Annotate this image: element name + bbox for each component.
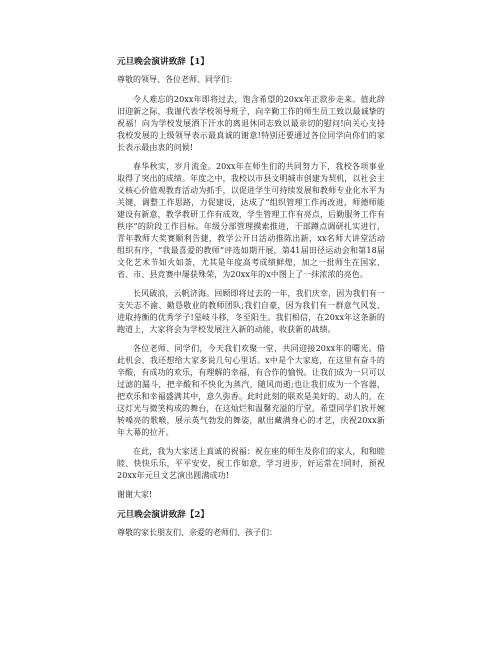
- paragraph-4: 各位老师、同学们，今天我们欢聚一堂，共同迎接20xx年的曙光。借此机会，我还想给大家多说几句心里话。x中是个大家庭，在这里有奋斗的辛酸，有成功的欢乐，有理解的幸福，有合作的愉悦。让我们成为一只可以过滤的漏斗，把辛酸和不快化为蒸汽，随风而逝;也让我们成为一个容器，把欢乐和幸福盛满其中，意久弥香。此时此刻的联欢是美好的、动人的，在这灯光与微笑构成的舞台，在这灿烂和温馨充溢的厅堂，希望同学们放开婉转嗓亮的歌喉，展示英气勃发的舞姿，献出藏满身心的才艺，庆祝20xx新年大幕的拉开。: [117, 344, 385, 437]
- paragraph-2: 春华秋实，岁月流金。20xx年在师生们的共同努力下，我校各项事业取得了突出的成绩。年度之中，我校以市县文明城市创建为契机，以社会主义核心价值观教育活动为抓手，以促进学生可持续发展和教师专业化水平为关键，调整工作思路，力促建设，达成了“组织管理工作再改进，师德师能建设有新意，教学教研工作有成效，学生管理工作有亮点，后勤服务工作有秩序”的阶段工作目标。年级分部管理摸索推进，干部蹲点调研扎实进行，青年教师大奖赛顺利告捷，教学公开日活动推陈出新，xx名师大讲堂活动组织有序，“我最喜爱的教师”评选如期开展，第41届田径运动会和第18届文化艺术节如火如荼，尤其是年度高考成绩鲜煌，加之一批师生在国家、省、市、县竞赛中屡获殊荣，为20xx年的x中图上了一抹浓浓的亮色。: [117, 162, 385, 279]
- paragraph-1: 令人难忘的20xx年即将过去，饱含希望的20xx年正款步走来。值此辞旧迎新之际，我谨代表学校领导班子，向辛勤工作的师生员工致以最诚挚的祝福！向为学校发展洒下汗水的离退休同志致以最亲切的慰问!向关心支持我校发展的上级领导表示最真诚的谢意!特别还要通过各位同学向你们的家长表示最由衷的问候!: [117, 95, 385, 152]
- thanks-line: 谢谢大家!: [117, 490, 153, 499]
- section-1-title: 元旦晚会演讲致辞【1】: [117, 57, 209, 67]
- paragraph-5: 在此，我为大家送上真诚的祝福：祝在座的师生及你们的家人，和和睦睦、快快乐乐，平平安安，祝工作如意，学习进步，好运常在!同时，预祝20xx年元旦文艺演出圆满成功!: [117, 447, 385, 480]
- section-2-greeting: 尊敬的家长朋友们、亲爱的老师们、孩子们：: [117, 528, 277, 537]
- paragraph-3: 长风破浪，云帆济海。回顾即将过去的一年，我们庆幸，因为我们有一支矢志不渝、勤恳敬业的教师团队;我们自豪，因为我们有一群意气风发、进取持衡的优秀学子!星岐斗移，冬至阳生。我们相信，在20xx年这条新的跑道上，大家将会为学校发展注入新的动能，收获新的战绩。: [117, 289, 385, 334]
- section-1-greeting: 尊敬的领导、各位老师、同学们：: [117, 75, 237, 84]
- document-page: [117, 56, 385, 547]
- section-2-title: 元旦晚会演讲致辞【2】: [117, 510, 209, 520]
